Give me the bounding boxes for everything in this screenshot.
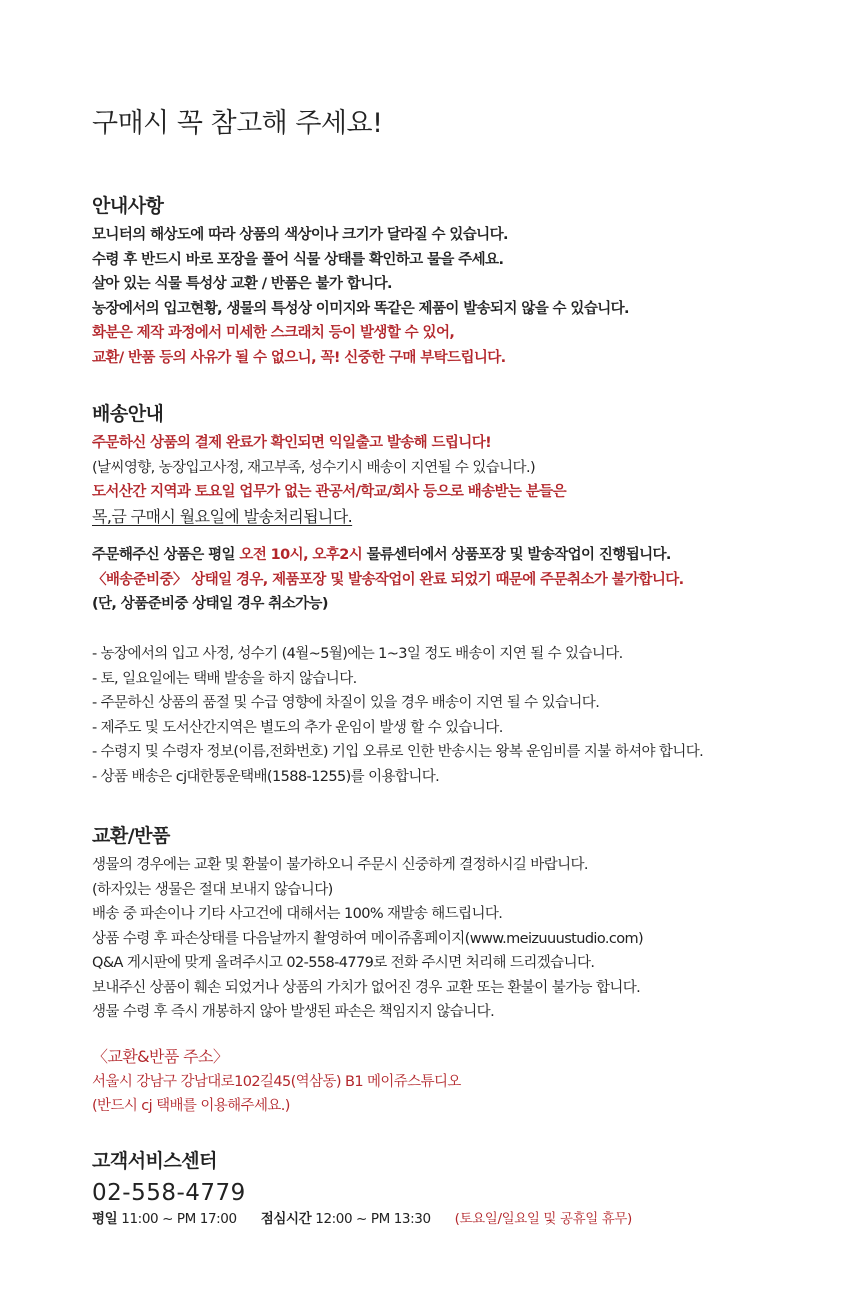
service-hours [92,1208,636,1230]
exchange-line: 보내주신 상품이 훼손 되었거나 상품의 가치가 없어진 경우 교환 또는 환불이 불가능 합니다. [92,979,641,996]
page-title: 구매시 꼭 참고해 주세요! [92,108,383,139]
exchange-line: (하자있는 생물은 절대 보내지 않습니다) [92,881,333,898]
shipping-bullet: - 수령지 및 수령자 정보(이름,전화번호) 기입 오류로 인한 반송시는 왕복 운임비를 지불 하셔야 합니다. [92,744,704,760]
exchange-line: Q&A 게시판에 맞게 올려주시고 02-558-4779로 전화 주시면 처리해 드리겠습니다. [92,955,595,971]
shipping-line: 도서산간 지역과 토요일 업무가 없는 관공서/학교/회사 등으로 배송받는 분들은 [92,484,566,500]
shipping-bullet: - 제주도 및 도서산간지역은 별도의 추가 운임이 발생 할 수 있습니다. [92,719,503,736]
schedule-note: (단, 상품준비중 상태일 경우 취소가능) [92,596,328,612]
address-section [92,1045,461,1119]
closed-note: (토요일/일요일 및 공휴일 휴무) [454,1211,632,1227]
notice-warning-line: 교환/ 반품 등의 사유가 될 수 없으니, 꼭! 신중한 구매 부탁드립니다. [92,349,506,366]
notice-warning-line: 화분은 제작 과정에서 미세한 스크래치 등이 발생할 수 있어, [92,325,455,341]
notice-line: 모니터의 해상도에 따라 상품의 색상이나 크기가 달라질 수 있습니다. [92,227,508,243]
address-line: (반드시 cj 택배를 이용해주세요.) [92,1098,290,1114]
shipping-heading: 배송안내 [92,403,164,425]
shipping-line: (날씨영향, 농장입고사정, 재고부족, 성수기시 배송이 지연될 수 있습니다.) [92,459,536,476]
notice-heading: 안내사항 [92,195,164,217]
exchange-heading: 교환/반품 [92,825,170,847]
shipping-bullet: - 토, 일요일에는 택배 발송을 하지 않습니다. [92,670,357,687]
weekday-label: 평일 [92,1211,118,1227]
exchange-line: 배송 중 파손이나 기타 사고건에 대해서는 100% 재발송 해드립니다. [92,906,503,922]
service-section [92,1148,636,1230]
exchange-line: 상품 수령 후 파손상태를 다음날까지 촬영하여 메이쥬홈페이지(www.meizuuustudio.com) [92,930,644,947]
notice-line: 농장에서의 입고현황, 생물의 특성상 이미지와 똑같은 제품이 발송되지 않을 수 있습니다. [92,300,629,317]
shipping-bullet: - 상품 배송은 cj대한통운택배(1588-1255)를 이용합니다. [92,768,440,785]
schedule-times: 오전 10시, 오후2시 [239,547,363,563]
shipping-bullet: - 농장에서의 입고 사정, 성수기 (4월~5월)에는 1~3일 정도 배송이 지연 될 수 있습니다. [92,646,623,662]
service-heading: 고객서비스센터 [92,1150,217,1172]
schedule-line [92,543,684,568]
schedule-suffix: 물류센터에서 상품포장 및 발송작업이 진행됩니다. [362,547,671,563]
notice-line: 살아 있는 식물 특성상 교환 / 반품은 불가 합니다. [92,276,392,292]
exchange-section [92,823,643,1025]
exchange-line: 생물 수령 후 즉시 개봉하지 않아 발생된 파손은 책임지지 않습니다. [92,1004,495,1020]
shipping-line-underlined: 목,금 구매시 월요일에 발송처리됩니다. [92,506,353,526]
exchange-line: 생물의 경우에는 교환 및 환불이 불가하오니 주문시 신중하게 결정하시길 바랍니다. [92,857,588,873]
lunch-hours: 12:00 ~ PM 13:30 [315,1211,431,1227]
service-phone: 02-558-4779 [92,1180,246,1206]
shipping-bullet: - 주문하신 상품의 품절 및 수급 영향에 차질이 있을 경우 배송이 지연 될 수 있습니다. [92,695,600,711]
address-heading: 〈교환&반품 주소〉 [92,1047,229,1066]
notice-line: 수령 후 반드시 바로 포장을 풀어 식물 상태를 확인하고 물을 주세요. [92,251,504,268]
shipping-bullets [92,642,703,789]
lunch-label: 점심시간 [260,1211,312,1227]
shipping-section [92,401,566,529]
schedule-section [92,543,684,617]
shipping-line: 주문하신 상품의 결제 완료가 확인되면 익일출고 발송해 드립니다! [92,435,492,451]
schedule-prefix: 주문해주신 상품은 평일 [92,547,240,563]
address-line: 서울시 강남구 강남대로102길45(역삼동) B1 메이쥬스튜디오 [92,1073,461,1090]
schedule-warning: 〈배송준비중〉 상태일 경우, 제품포장 및 발송작업이 완료 되었기 때문에 주문취소가 불가합니다. [92,571,684,588]
notice-section [92,193,629,370]
weekday-hours: 11:00 ~ PM 17:00 [121,1211,237,1227]
